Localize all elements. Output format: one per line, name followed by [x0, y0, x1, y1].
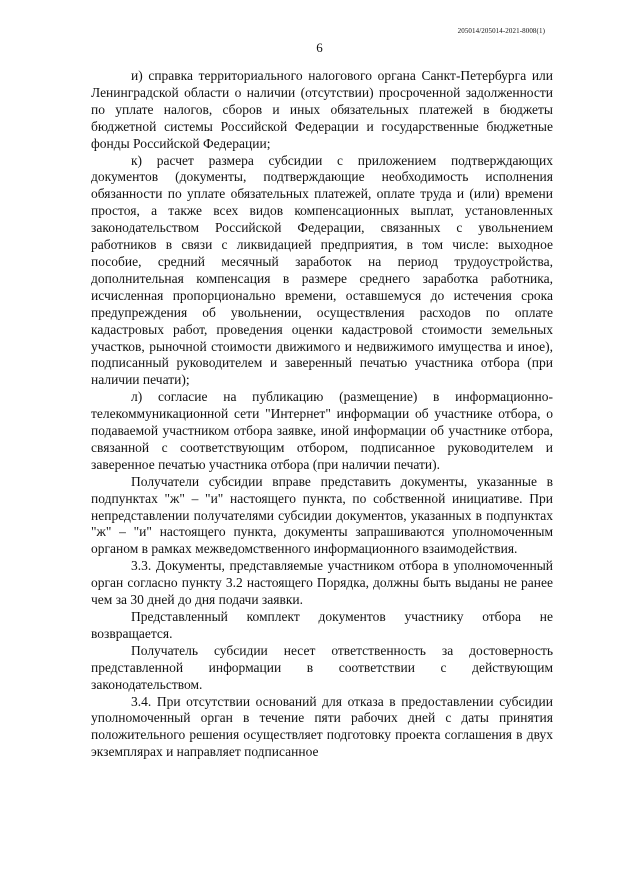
page-number: 6 — [316, 40, 323, 55]
paragraph-item-l: л) согласие на публикацию (размещение) в информационно-телекоммуникационной сети "Интернет" информации об участнике отбора, о подаваемой участником отбора заявке, иной информации об участнике отбора, связанной с соответствующим отбором, подписанное руководителем и заверенное печатью участника отбора (при наличии печати). — [91, 389, 553, 472]
paragraph-responsibility: Получатель субсидии несет ответственность за достоверность представленной информации в соответствии с действующим законодательством. — [91, 642, 553, 692]
paragraph-recipients: Получатели субсидии вправе представить документы, указанные в подпунктах "ж" – "и" настоящего пункта, по собственной инициативе. При непредставлении получателями субсидии документов, указанных в подпунктах "ж" – "и" настоящего пункта, документы запрашиваются уполномоченным органом в рамках межведомственного информационного взаимодействия. — [91, 473, 553, 557]
paragraph-3-4: 3.4. При отсутствии оснований для отказа в предоставлении субсидии уполномоченный орган в течение пяти рабочих дней с даты принятия положительного решения осуществляет подготовку проекта соглашения в двух экземплярах и направляет подписанное — [91, 693, 553, 760]
document-body — [91, 68, 553, 761]
paragraph-item-i: и) справка территориального налогового органа Санкт-Петербурга или Ленинградской области о наличии (отсутствии) просроченной задолженности по уплате налогов, сборов и иных обязательных платежей в бюджеты бюджетной системы Российской Федерации и государственные бюджетные фонды Российской Федерации; — [91, 68, 553, 151]
paragraph-3-3: 3.3. Документы, представляемые участником отбора в уполномоченный орган согласно пункту 3.2 настоящего Порядка, должны быть выданы не ранее чем за 30 дней до дня подачи заявки. — [91, 558, 553, 608]
paragraph-not-returned: Представленный комплект документов участнику отбора не возвращается. — [91, 609, 553, 641]
document-code: 205014/205014-2021-8008(1) — [457, 27, 545, 35]
paragraph-item-k: к) расчет размера субсидии с приложением подтверждающих документов (документы, подтверждающие необходимость исполнения обязанности по уплате обязательных платежей, оплате труда и (или) времени простоя, а также всех видов компенсационных выплат, установленных законодательством Российской Федерации, связанных с увольнением работников в связи с ликвидацией предприятия, в том числе: выходное пособие, средний месячный заработок на период трудоустройства, дополнительная компенсация в размере среднего заработка работника, исчисленная пропорционально времени, оставшемуся до истечения срока предупреждения об увольнении, осуществления расходов по оплате кадастровых работ, проведения оценки кадастровой стоимости земельных участков, рыночной стоимости движимого и недвижимого имущества и иное), подписанный руководителем и заверенный печатью участника отбора (при наличии печати); — [91, 152, 553, 388]
